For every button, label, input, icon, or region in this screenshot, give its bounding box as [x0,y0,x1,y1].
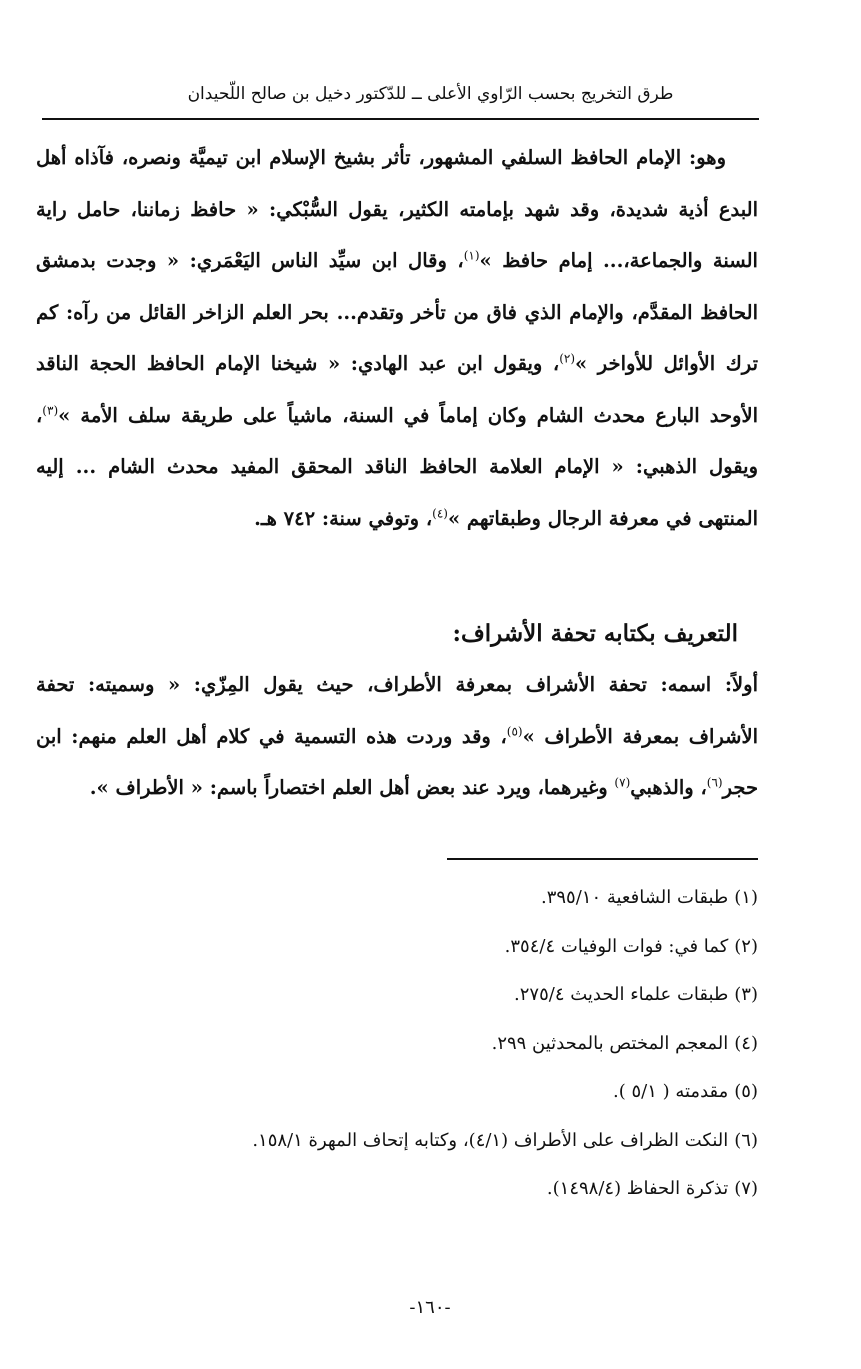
footnote-number: (٧) [734,1178,758,1199]
footnote-6 [60,1117,758,1166]
paragraph-text: أولاً: اسمه: تحفة الأشراف بمعرفة الأطراف، حيث يقول المِزّي: « وسميته: تحفة الأشراف بمعرفة الأطراف » [36,673,759,748]
footnote-7 [60,1165,758,1214]
paragraph-text: ، ويقول الذهبي: « الإمام العلامة الحافظ الناقد المحقق المفيد محدث الشام ... إليه المنتهى في معرفة الرجال وطبقاتهم » [36,403,758,530]
footnote-number: (٥) [734,1081,758,1102]
footnote-5 [60,1068,758,1117]
paragraph-text: ، وقال ابن سيِّد الناس اليَعْمَري: « وجدت بدمشق الحافظ المقدَّم، والإمام الذي فاق من تأخر وتقدم... بحر العلم الزاخر القائل من رآه: كم ترك الأوائل للأواخر » [36,249,758,375]
footnote-ref-4[interactable]: (٤) [432,506,448,520]
header-rule [42,118,759,120]
section-paragraph [36,659,758,814]
footnote-text: طبقات علماء الحديث ٢٧٥/٤. [514,984,729,1005]
running-header: طرق التخريج بحسب الرّاوي الأعلى ــ للدّكتور دخيل بن صالح اللّحيدان [187,84,674,104]
footnotes [60,874,758,1214]
footnote-1 [60,874,758,923]
footnote-text: المعجم المختص بالمحدثين ٢٩٩. [491,1032,729,1054]
page-number: -١٦٠- [409,1297,451,1318]
footnote-text: مقدمته ( ٥/١ ). [613,1081,729,1102]
footnote-number: (٤) [734,1032,758,1054]
footnote-4 [60,1020,758,1069]
footnote-text: تذكرة الحفاظ (١٤٩٨/٤). [546,1178,729,1199]
footnote-text: النكت الظراف على الأطراف (٤/١)، وكتابه إتحاف المهرة ١٥٨/١. [252,1129,729,1151]
paragraph-text: وغيرهما، ويرد عند بعض أهل العلم اختصاراً باسم: « الأطراف ». [89,776,615,799]
footnote-ref-3[interactable]: (٣) [42,403,59,417]
footnote-number: (١) [734,887,758,908]
biography-paragraph [36,132,758,544]
footnote-number: (٣) [734,984,758,1005]
footnote-ref-5[interactable]: (٥) [506,724,523,738]
main-paragraph [36,132,758,544]
paragraph-text: ، وقد وردت هذه التسمية في كلام أهل العلم منهم: ابن حجر [36,724,758,799]
footnote-ref-6[interactable]: (٦) [706,775,723,790]
paragraph-text: وهو: الإمام الحافظ السلفي المشهور، تأثر بشيخ الإسلام ابن تيميَّة ونصره، فآذاه أهل البدع أذية شديدة، وقد شهد بإمامته الكثير، يقول السُّبْكي: « حافظ زماننا، حامل راية السنة والجماعة،... إمام حافظ » [36,146,758,272]
footnote-2 [60,923,758,972]
footnote-rule [447,858,758,860]
footnote-text: كما في: فوات الوفيات ٣٥٤/٤. [504,935,729,957]
paragraph-text: ، ويقول ابن عبد الهادي: « شيخنا الإمام الحافظ الحجة الناقد الأوحد البارع محدث الشام وكان إماماً في السنة، ماشياً على طريقة سلف الأمة » [36,352,758,427]
name-paragraph [36,659,758,814]
footnote-3 [60,971,758,1020]
footnote-ref-1[interactable]: (١) [463,248,480,263]
footnote-ref-2[interactable]: (٢) [559,351,576,366]
footnote-number: (٦) [734,1129,758,1151]
footnote-ref-7[interactable]: (٧) [614,775,631,790]
paragraph-text: ، والذهبي [630,776,707,799]
footnote-text: طبقات الشافعية ٣٩٥/١٠. [540,887,729,908]
footnote-number: (٢) [734,935,758,957]
paragraph-text: ، وتوفي سنة: ٧٤٢ هـ. [254,506,433,530]
section-heading: التعريف بكتابه تحفة الأشراف: [452,620,738,647]
